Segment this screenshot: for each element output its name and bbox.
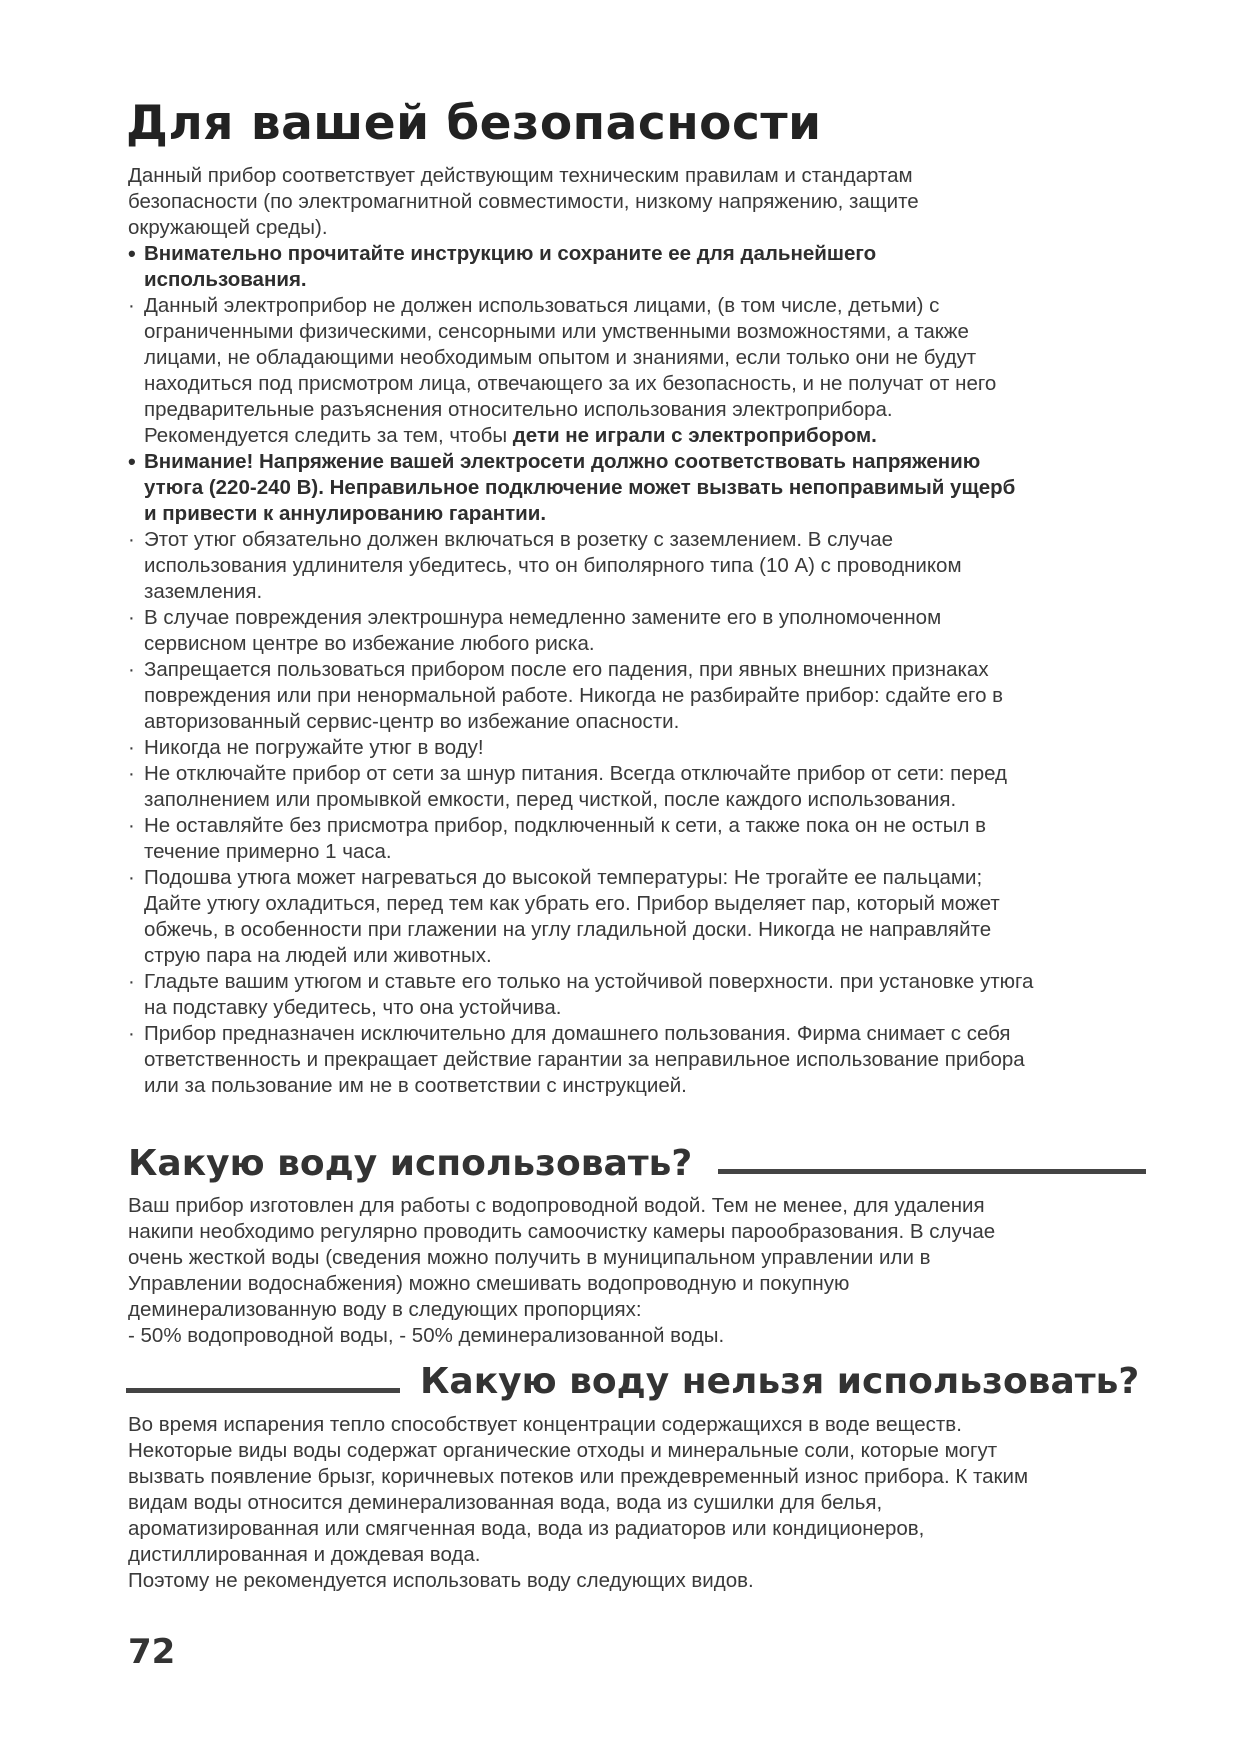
item-line: или за пользование им не в соответствии с инструкцией. [144,1074,687,1097]
bullet-marker: · [128,814,135,837]
safety-item [128,605,1178,657]
item-line: В случае повреждения электрошнура немедленно замените его в уполномоченном [144,606,942,629]
item-line: Никогда не погружайте утюг в воду! [144,736,484,759]
page-number: 72 [128,1632,176,1672]
item-line: Запрещается пользоваться прибором после его падения, при явных внешних признаках [144,658,989,681]
item-line: использования удлинителя убедитесь, что он биполярного типа (10 А) с проводником [144,554,962,577]
section-rule [126,1388,400,1393]
bullet-marker: · [128,762,135,785]
safety-item [128,241,1178,293]
intro-line: Данный прибор соответствует действующим техническим правилам и стандартам [128,164,913,187]
safety-item [128,761,1178,813]
item-line: авторизованный сервис-центр во избежание опасности. [144,710,680,733]
water-use-paragraph [128,1193,1148,1349]
item-line: ограниченными физическими, сенсорными или умственными возможностями, а также [144,320,969,343]
item-line: заполнением или промывкой емкости, перед чисткой, после каждого использования. [144,788,957,811]
item-line: и привести к аннулированию гарантии. [144,502,547,525]
item-line: использования. [144,268,307,291]
paragraph-line: Управлении водоснабжения) можно смешивать водопроводную и покупную [128,1272,850,1295]
item-line: предварительные разъяснения относительно использования электроприбора. [144,398,893,421]
safety-item [128,657,1178,735]
item-line: течение примерно 1 часа. [144,840,392,863]
paragraph-line: Ваш прибор изготовлен для работы с водопроводной водой. Тем не менее, для удаления [128,1194,985,1217]
intro-line: окружающей среды). [128,216,328,239]
bullet-marker: · [128,970,135,993]
item-line: струю пара на людей или животных. [144,944,492,967]
page-title: Для вашей безопасности [126,96,822,151]
bullet-marker: · [128,736,135,759]
water-avoid-heading: Какую воду нельзя использовать? [420,1361,1140,1402]
item-line: Прибор предназначен исключительно для домашнего пользования. Фирма снимает с себя [144,1022,1011,1045]
item-line: Этот утюг обязательно должен включаться в розетку с заземлением. В случае [144,528,894,551]
item-line: Не отключайте прибор от сети за шнур питания. Всегда отключайте прибор от сети: перед [144,762,1008,785]
bullet-marker: · [128,606,135,629]
item-line: на подставку убедитесь, что она устойчива. [144,996,562,1019]
item-line: Дайте утюгу охладиться, перед тем как убрать его. Прибор выделяет пар, который может [144,892,1000,915]
paragraph-line: видам воды относится деминерализованная вода, вода из сушилки для белья, [128,1491,883,1514]
bullet-marker: · [128,528,135,551]
safety-item [128,969,1178,1021]
item-line: Не оставляйте без присмотра прибор, подключенный к сети, а также пока он не остыл в [144,814,987,837]
safety-item [128,527,1178,605]
paragraph-line: Поэтому не рекомендуется использовать воду следующих видов. [128,1569,754,1592]
water-use-heading: Какую воду использовать? [128,1143,693,1184]
item-line: Данный электроприбор не должен использоваться лицами, (в том числе, детьми) с [144,294,940,317]
paragraph-line: Во время испарения тепло способствует концентрации содержащихся в воде веществ. [128,1413,962,1436]
intro-line: безопасности (по электромагнитной совместимости, низкому напряжению, защите [128,190,919,213]
safety-list [128,241,1178,1099]
paragraph-line: - 50% водопроводной воды, - 50% деминерализованной воды. [128,1324,725,1347]
bullet-marker: • [128,449,136,474]
item-line: сервисном центре во избежание любого риска. [144,632,595,655]
paragraph-line: деминерализованную воду в следующих пропорциях: [128,1298,642,1321]
item-line: обжечь, в особенности при глажении на углу гладильной доски. Никогда не направляйте [144,918,992,941]
paragraph-line: очень жесткой воды (сведения можно получить в муниципальном управлении или в [128,1246,931,1269]
intro-paragraph [128,163,1128,241]
item-line: Гладьте вашим утюгом и ставьте его только на устойчивой поверхности. при установке утюга [144,970,1034,993]
item-line: находиться под присмотром лица, отвечающего за их безопасность, и не получат от него [144,372,997,395]
item-line-text: Рекомендуется следить за тем, чтобы [144,424,513,447]
item-line: утюга (220-240 В). Неправильное подключение может вызвать непоправимый ущерб [144,476,1016,499]
paragraph-line: Некоторые виды воды содержат органические отходы и минеральные соли, которые могут [128,1439,998,1462]
paragraph-line: дистиллированная и дождевая вода. [128,1543,481,1566]
item-line: заземления. [144,580,263,603]
item-line: лицами, не обладающими необходимым опытом и знаниями, если только они не будут [144,346,977,369]
safety-item [128,449,1178,527]
item-line: Подошва утюга может нагреваться до высокой температуры: Не трогайте ее пальцами; [144,866,983,889]
water-avoid-paragraph [128,1412,1168,1594]
safety-item [128,293,1178,449]
item-line: повреждения или при ненормальной работе. Никогда не разбирайте прибор: сдайте его в [144,684,1004,707]
item-line: ответственность и прекращает действие гарантии за неправильное использование прибора [144,1048,1025,1071]
section-rule [718,1169,1146,1174]
paragraph-line: ароматизированная или смягченная вода, вода из радиаторов или кондиционеров, [128,1517,925,1540]
bullet-marker: · [128,658,135,681]
bullet-marker: · [128,1022,135,1045]
child-warning: дети не играли с электроприбором. [512,424,877,447]
item-line: Внимательно прочитайте инструкцию и сохраните ее для дальнейшего [144,242,877,265]
safety-item [128,1021,1178,1099]
paragraph-line: вызвать появление брызг, коричневых потеков или преждевременный износ прибора. К таким [128,1465,1029,1488]
bullet-marker: · [128,294,135,317]
paragraph-line: накипи необходимо регулярно проводить самоочистку камеры парообразования. В случае [128,1220,996,1243]
safety-item [128,813,1178,865]
safety-item [128,735,1178,761]
safety-item [128,865,1178,969]
bullet-marker: · [128,866,135,889]
item-line [144,423,1178,449]
bullet-marker: • [128,241,136,266]
item-line: Внимание! Напряжение вашей электросети должно соответствовать напряжению [144,450,981,473]
